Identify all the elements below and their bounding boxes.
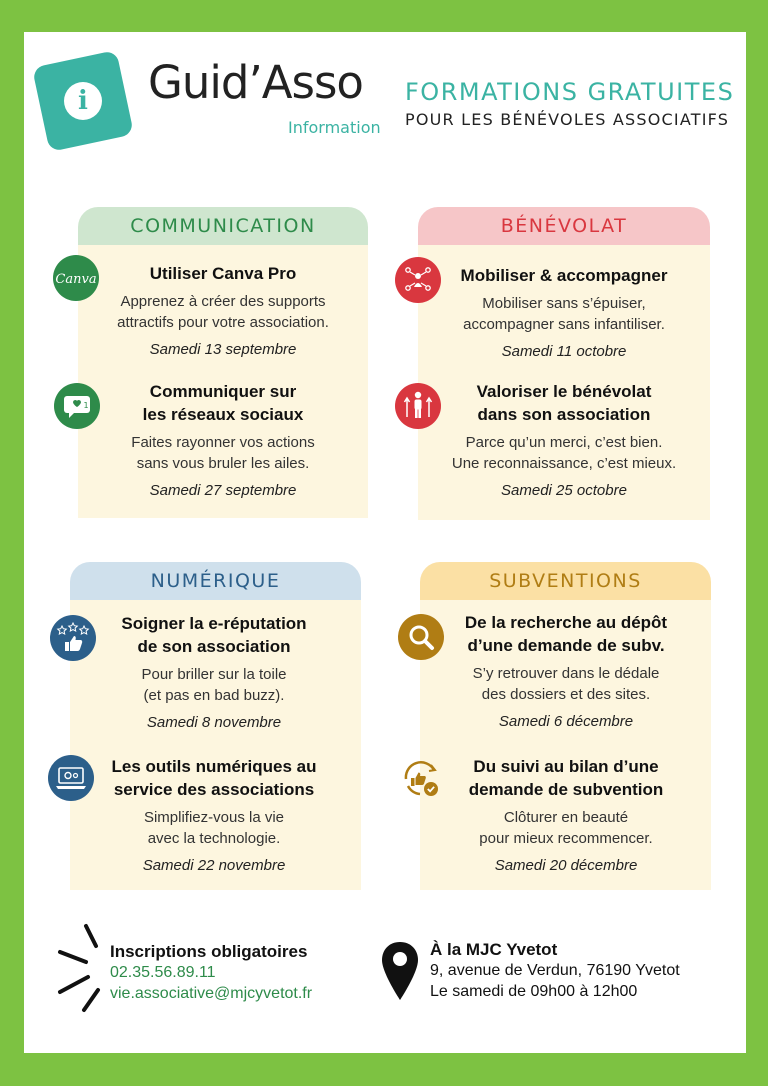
brand-subtitle: Information (288, 118, 381, 137)
course-description: pour mieux recommencer. (479, 830, 653, 847)
location-pin-icon (380, 940, 420, 1002)
course-recherche-depot (440, 611, 692, 732)
course-social-media (98, 380, 348, 501)
section-tab-numerique: NUMÉRIQUE (70, 562, 361, 600)
course-description: S’y retrouver dans le dédale (472, 665, 660, 682)
social-like-icon (54, 383, 100, 429)
course-e-reputation (90, 612, 338, 733)
course-description: Une reconnaissance, c’est mieux. (451, 455, 677, 472)
course-title: Soigner la e-réputation (121, 614, 307, 633)
course-date: Samedi 27 septembre (149, 482, 297, 499)
course-date: Samedi 13 septembre (149, 341, 297, 358)
canva-icon-text: Canva (55, 272, 97, 287)
course-title: dans son association (477, 405, 651, 424)
course-description: accompagner sans infantiliser. (463, 316, 665, 333)
subheadline: POUR LES BÉNÉVOLES ASSOCIATIFS (405, 110, 730, 129)
course-title: Valoriser le bénévolat (476, 382, 652, 401)
registration-title: Inscriptions obligatoires (110, 942, 308, 961)
course-description: Apprenez à créer des supports (120, 293, 326, 310)
section-tab-subventions: SUBVENTIONS (420, 562, 711, 600)
course-title: de son association (137, 637, 291, 656)
course-description: (et pas en bad buzz). (143, 687, 285, 704)
course-title: service des associations (113, 780, 315, 799)
section-tab-benevolat: BÉNÉVOLAT (418, 207, 710, 245)
course-outils-numeriques (90, 755, 338, 876)
section-tab-communication: COMMUNICATION (78, 207, 368, 245)
course-date: Samedi 25 octobre (501, 482, 627, 499)
course-description: Pour briller sur la toile (141, 666, 287, 683)
course-date: Samedi 8 novembre (146, 714, 282, 731)
course-description: Faites rayonner vos actions (131, 434, 315, 451)
notification-count: 1 (83, 401, 89, 410)
course-description: sans vous bruler les ailes. (136, 455, 310, 472)
course-description: Mobiliser sans s’épuiser, (482, 295, 646, 312)
course-title: Communiquer sur (149, 382, 297, 401)
course-title: les réseaux sociaux (142, 405, 304, 424)
info-icon: i (64, 82, 102, 120)
headline: FORMATIONS GRATUITES (405, 78, 735, 106)
course-title: De la recherche au dépôt (464, 613, 668, 632)
course-date: Samedi 20 décembre (494, 857, 638, 874)
course-description: attractifs pour votre association. (117, 314, 329, 331)
course-title: Utiliser Canva Pro (149, 264, 297, 283)
person-arrows-icon (395, 383, 441, 429)
course-date: Samedi 6 décembre (498, 713, 634, 730)
brand-name: Guid’Asso (148, 56, 363, 109)
registration-phone[interactable]: 02.35.56.89.11 (110, 964, 216, 981)
search-icon (398, 614, 444, 660)
course-canva (98, 262, 348, 360)
course-valoriser (438, 380, 690, 501)
course-date: Samedi 22 novembre (142, 857, 286, 874)
people-network-icon (395, 257, 441, 303)
course-description: des dossiers et des sites. (481, 686, 651, 703)
course-description: Simplifiez-vous la vie (143, 809, 285, 826)
course-title: d’une demande de subv. (467, 636, 665, 655)
course-mobiliser (438, 264, 690, 362)
thumb-check-icon (398, 756, 444, 802)
course-title: demande de subvention (468, 780, 664, 799)
course-description: Parce qu’un merci, c’est bien. (465, 434, 663, 451)
location-address: 9, avenue de Verdun, 76190 Yvetot (430, 962, 680, 979)
canva-icon (53, 255, 99, 301)
course-title: Du suivi au bilan d’une (473, 757, 659, 776)
registration-email[interactable]: vie.associative@mjcyvetot.fr (110, 985, 313, 1002)
location-title: À la MJC Yvetot (430, 940, 558, 959)
attention-burst-icon (56, 922, 106, 1014)
course-date: Samedi 11 octobre (501, 343, 627, 360)
course-suivi-bilan (440, 755, 692, 876)
location-schedule: Le samedi de 09h00 à 12h00 (430, 983, 638, 1000)
course-description: avec la technologie. (147, 830, 281, 847)
laptop-gear-icon (48, 755, 94, 801)
course-title: Les outils numériques au (111, 757, 317, 776)
course-description: Clôturer en beauté (503, 809, 629, 826)
flyer-page (24, 32, 746, 1053)
course-title: Mobiliser & accompagner (460, 266, 668, 285)
